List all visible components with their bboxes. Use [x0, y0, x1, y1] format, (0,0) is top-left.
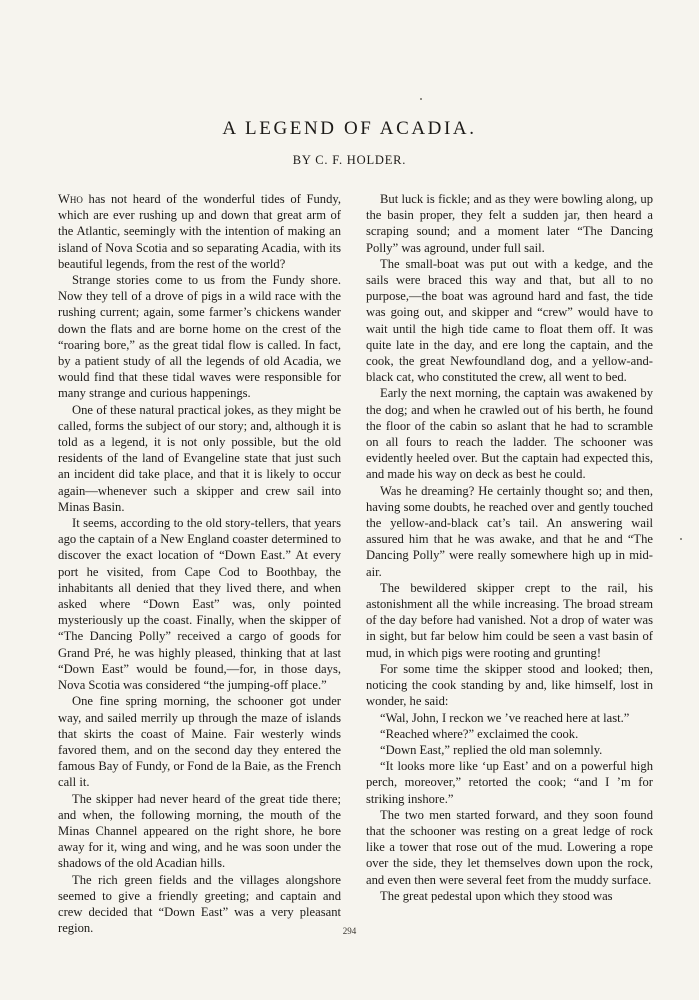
- paragraph: “Reached where?” exclaimed the cook.: [380, 726, 579, 741]
- paragraph: The great pedestal upon which they stood was: [380, 888, 613, 903]
- paragraph: The two men started forward, and they soon found that the schooner was resting on a great ledge of rock like a tower that rose out of the mud. Lowering a rope over the side, they let themselves down upon the rock, and even then were several feet from the muddy surface.: [366, 807, 653, 887]
- paragraph: “Wal, John, I reckon we ’ve reached here at last.”: [380, 710, 630, 725]
- paragraph-text: has not heard of the wonderful tides of Fundy, which are ever rushing up and down that great arm of the Atlantic, seemingly with the intention of making an island of Nova Scotia and so separating Acadia, with its beautiful legends, from the rest of the world?: [58, 192, 341, 271]
- paragraph: The small-boat was put out with a kedge, and the sails were braced this way and that, but all to no purpose,—the boat was aground hard and fast, the tide was going out, and skipper and “crew” would have to wait until the high tide came to float them off. It was quite late in the day, and ere long the captain, and the cook, the great Newfoundland dog, and a yellow-and-black cat, who constituted the crew, all went to bed.: [366, 256, 653, 385]
- left-column: [58, 191, 341, 936]
- paragraph: Was he dreaming? He certainly thought so; and then, having some doubts, he reached over and gently touched the yellow-and-black cat’s tail. An answering wail assured him that he was awake, and that he and “The Dancing Polly” were really somewhere high up in mid-air.: [366, 483, 653, 579]
- paragraph: “Down East,” replied the old man solemnly.: [380, 742, 603, 757]
- right-column: [366, 191, 653, 904]
- paragraph: The rich green fields and the villages alongshore seemed to give a friendly greeting; and captain and crew decided that “Down East” was a very pleasant region.: [58, 872, 341, 936]
- paragraph: Strange stories come to us from the Fundy shore. Now they tell of a drove of pigs in a wild race with the rushing current; again, some farmer’s chickens wander down the flats and are borne home on the crest of the “roaring bore,” as the great tidal flow is called. In fact, by a patient study of all the legends of old Acadia, we would find that these tidal waves were responsible for many strange and curious happenings.: [58, 273, 341, 401]
- print-speck: [420, 98, 422, 100]
- article-title: A LEGEND OF ACADIA.: [222, 118, 477, 139]
- page-number: 294: [342, 926, 357, 936]
- paragraph: One fine spring morning, the schooner got under way, and sailed merrily up through the maze of islands that skirts the coast of Maine. Fair westerly winds favored them, and on the second day they entered the famous Bay of Fundy, or Fond de la Baie, as the French call it.: [58, 694, 341, 790]
- paragraph: One of these natural practical jokes, as they might be called, forms the subject of our story; and, although it is told as a legend, it is not only possible, but the old residents of the land of Evangeline state that just such an incident did take place, and that it is likely to occur again—whenever such a skipper and crew sail into Minas Basin.: [58, 402, 341, 514]
- paragraph: [58, 191, 341, 272]
- paragraph: But luck is fickle; and as they were bowling along, up the basin proper, they felt a sudden jar, then heard a scraping sound; and a moment later “The Dancing Polly” was aground, under full sail.: [366, 192, 653, 255]
- drop-lead: Who: [58, 192, 83, 206]
- article-byline: BY C. F. HOLDER.: [292, 153, 407, 167]
- paragraph: The skipper had never heard of the great tide there; and when, the following morning, the mouth of the Minas Channel appeared on the right shore, he bore away for it, wing and wing, and he was soon under the shadows of the old Acadian hills.: [58, 791, 341, 871]
- paragraph: It seems, according to the old story-tellers, that years ago the captain of a New England coaster determined to discover the exact location of “Down East.” At every port he visited, from Cape Cod to Boothbay, the inhabitants all denied that they lived there, and when asked where “Down East” was, only pointed mysteriously up the coast. Finally, when the skipper of “The Dancing Polly” received a cargo of goods for Grand Pré, he was highly pleased, thinking that at last “Down East” would be found,—for, in those days, Nova Scotia was considered “the jumping-off place.”: [58, 516, 341, 693]
- paragraph: The bewildered skipper crept to the rail, his astonishment all the while increasing. The broad stream of the day before had vanished. Not a drop of water was in sight, but far below him could be seen a vast basin of mud, in which pigs were rooting and grunting!: [366, 580, 653, 660]
- paragraph: Early the next morning, the captain was awakened by the dog; and when he crawled out of his berth, he found the floor of the cabin so aslant that he had to scramble on all fours to reach the ladder. The schooner was evidently heeled over. But the captain had expected this, and made his way on deck as best he could.: [366, 386, 653, 482]
- paragraph: “It looks more like ‘up East’ and on a powerful high perch, moreover,” retorted the cook; “and I ’m for striking inshore.”: [366, 759, 653, 806]
- print-speck: [680, 538, 682, 540]
- paragraph: For some time the skipper stood and looked; then, noticing the cook standing by and, like himself, lost in wonder, he said:: [366, 661, 653, 709]
